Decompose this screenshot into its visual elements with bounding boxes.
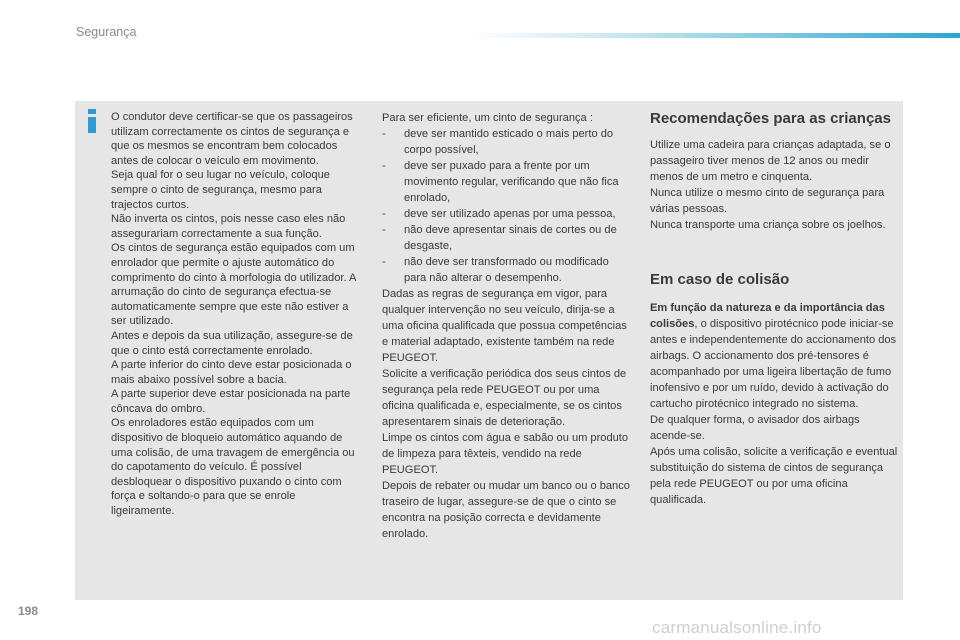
info-icon-dot: [88, 109, 96, 114]
maintenance-text: Dadas as regras de segurança em vigor, para qualquer intervenção no seu veículo, dirija-se a uma oficina qualificada que possua competências e material adaptado, existente também na rede PEUGEOT. Solicite a verificação periódica dos seus cintos de segurança pela rede PEUGEOT ou por uma oficina qualificada e, especialmente, se os cintos apresentarem sinais de deterioração. Limpe os cintos com água e sabão ou um produto de limpeza para têxteis, vendido na rede PEUGEOT. Depois de rebater ou mudar um banco ou o banco traseiro de lugar, assegure-se de que o cinto se encontra na posição correcta e devidamente enrolado.: [382, 288, 630, 540]
list-item: [382, 126, 632, 158]
bullet-dash: -: [382, 160, 386, 172]
collision-lead-text: , o dispositivo pirotécnico pode iniciar-se antes e independentemente do accionamento dos airbags. O accionamento dos pré-tensores é acompanhado por uma ligeira libertação de fumo inofensivo e por um ruído, devido à activação do cartucho pirotécnico integrado no sistema.: [650, 318, 897, 410]
list-item-text: deve ser mantido esticado o mais perto do corpo possível,: [404, 128, 614, 156]
column-1: [111, 110, 358, 519]
list-item: [382, 206, 632, 222]
bullet-dash: -: [382, 256, 386, 268]
info-icon-stem: [88, 117, 96, 133]
column-3: [650, 110, 900, 508]
list-item: [382, 158, 632, 206]
list-item: [382, 222, 632, 254]
column-2: [382, 110, 632, 542]
section-title: Segurança: [76, 25, 137, 39]
page-number: 198: [18, 604, 39, 618]
bullet-dash: -: [382, 128, 386, 140]
collision-heading: Em caso de colisão: [650, 271, 790, 288]
efficiency-intro: Para ser eficiente, um cinto de segurança :: [382, 112, 593, 124]
collision-lead-paragraph: [650, 300, 900, 412]
bullet-dash: -: [382, 224, 386, 236]
watermark: carmanualsonline.info: [652, 618, 822, 637]
children-text: Utilize uma cadeira para crianças adaptada, se o passageiro tiver menos de 12 anos ou medir menos de um metro e cinquenta. Nunca utilize o mesmo cinto de segurança para várias pessoas. Nunca transporte uma criança sobre os joelhos.: [650, 139, 891, 231]
list-item-text: deve ser puxado para a frente por um movimento regular, verificando que não fica enrolado,: [404, 160, 619, 204]
efficiency-list: [382, 126, 632, 286]
bullet-dash: -: [382, 208, 386, 220]
header-accent-bar: [470, 33, 960, 38]
list-item: [382, 254, 632, 286]
collision-text: De qualquer forma, o avisador dos airbags acende-se. Após uma colisão, solicite a verificação e eventual substituição do sistema de cintos de segurança pela rede PEUGEOT ou por uma oficina qualificada.: [650, 414, 898, 506]
children-heading: Recomendações para as crianças: [650, 110, 891, 127]
info-icon: [84, 109, 100, 133]
list-item-text: não deve apresentar sinais de cortes ou de desgaste,: [404, 224, 617, 252]
list-item-text: deve ser utilizado apenas por uma pessoa,: [404, 208, 616, 220]
list-item-text: não deve ser transformado ou modificado para não alterar o desempenho.: [404, 256, 609, 284]
collision-bold-lead: Em função da natureza e da importância das colisões: [650, 302, 885, 330]
belt-usage-text: O condutor deve certificar-se que os passageiros utilizam correctamente os cintos de segurança e que os mesmos se encontram bem colocados antes de colocar o veículo em movimento. Seja qual for o seu lugar no veículo, coloque sempre o cinto de segurança, mesmo para trajectos curtos. Não inverta os cintos, pois nesse caso eles não assegurariam correctamente a sua função. Os cintos de segurança estão equipados com um enrolador que permite o ajuste automático do comprimento do cinto à morfologia do utilizador. A arrumação do cinto de segurança efectua-se automaticamente sempre que este não estiver a ser utilizado. Antes e depois da sua utilização, assegure-se de que o cinto está correctamente enrolado. A parte inferior do cinto deve estar posicionada o mais abaixo possível sobre a bacia. A parte superior deve estar posicionada na parte côncava do ombro. Os enroladores estão equipados com um dispositivo de bloqueio automático aquando de uma colisão, de uma travagem de emergência ou do capotamento do veículo. É possível desbloquear o dispositivo puxando o cinto com força e soltando-o para que se enrole ligeiramente.: [111, 111, 356, 518]
